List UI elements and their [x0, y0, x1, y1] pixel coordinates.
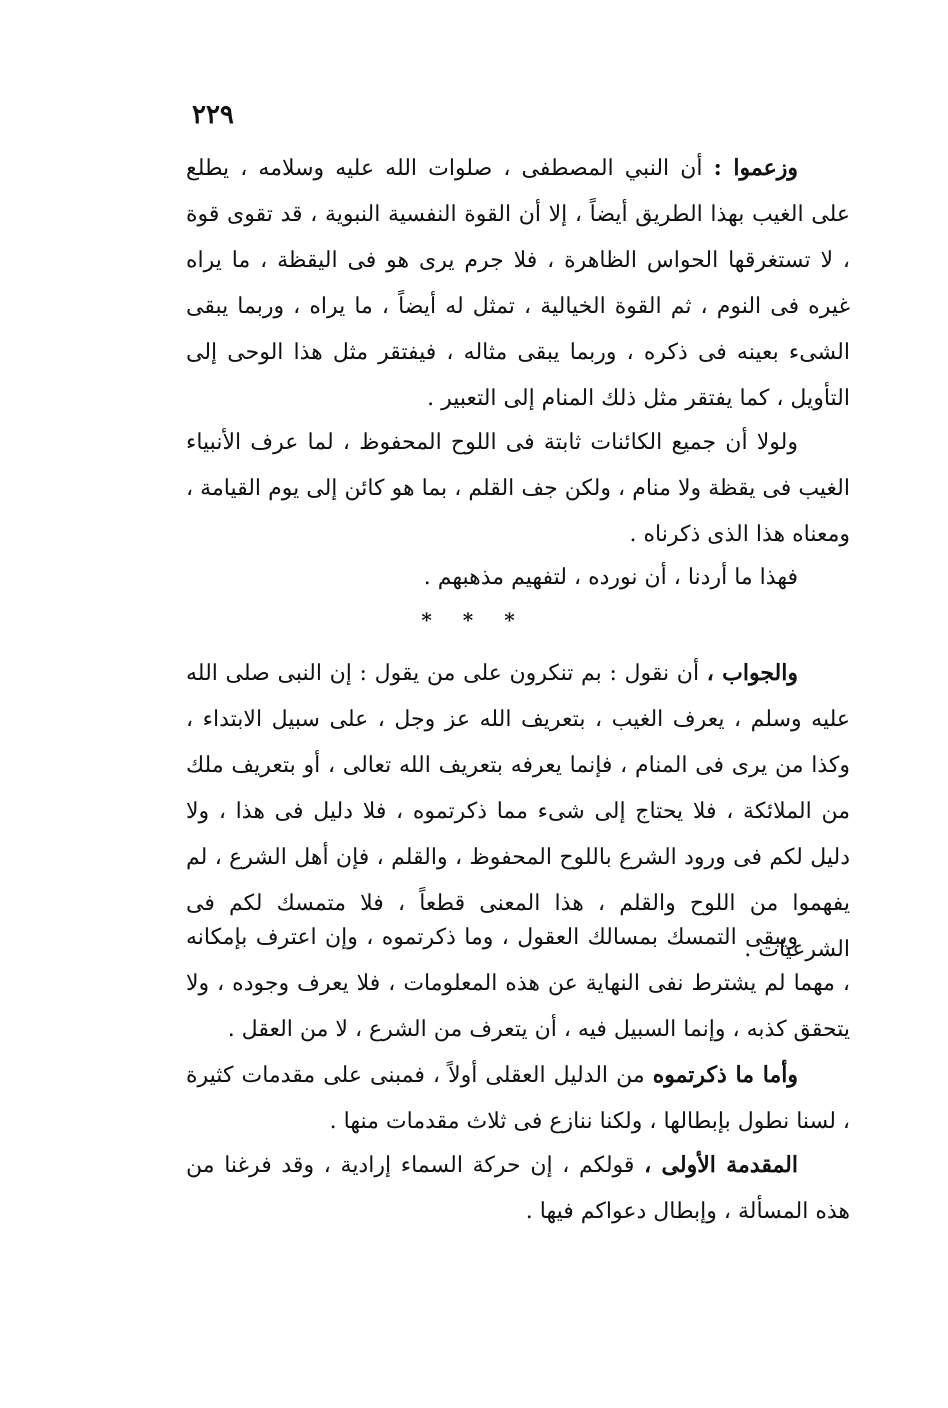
paragraph-lead: وأما ما ذكرتموه: [652, 1062, 798, 1088]
paragraph-text: أن النبي المصطفى ، صلوات الله عليه وسلامه ، يطلع على الغيب بهذا الطريق أيضاً ، إلا أن القوة النفسية النبوية ، قد تقوى قوة ، لا تستغرقها الحواس الظاهرة ، فلا جرم يرى هو فى اليقظة ، ما يراه غيره فى النوم ، ثم القوة الخيالية ، تمثل له أيضاً ، ما يراه ، وربما يبقى الشىء بعينه فى ذكره ، وربما يبقى مثاله ، فيفتقر مثل هذا الوحى إلى التأويل ، كما يفتقر مثل ذلك المنام إلى التعبير .: [186, 156, 850, 411]
paragraph-text: قولكم ، إن حركة السماء إرادية ، وقد فرغنا من هذه المسألة ، وإبطال دعواكم فيها .: [186, 1153, 850, 1224]
paragraph-5: [186, 915, 850, 1053]
page-number: ٢٢٩: [192, 100, 234, 130]
paragraph-lead: وزعموا :: [713, 155, 798, 181]
paragraph-text: ولولا أن جميع الكائنات ثابتة فى اللوح المحفوظ ، لما عرف الأنبياء الغيب فى يقظة ولا منام ، ولكن جف القلم ، بما هو كائن إلى يوم القيامة ، ومعناه هذا الذى ذكرناه .: [186, 430, 850, 547]
paragraph-text: من الدليل العقلى أولاً ، فمبنى على مقدمات كثيرة ، لسنا نطول بإبطالها ، ولكنا ننازع فى ثلاث مقدمات منها .: [186, 1063, 850, 1134]
paragraph-1: [186, 145, 850, 422]
section-separator: * * *: [421, 608, 527, 632]
paragraph-lead: المقدمة الأولى ،: [644, 1152, 798, 1178]
paragraph-2: [186, 420, 850, 558]
paragraph-text: أن نقول : بم تنكرون على من يقول : إن النبى صلى الله عليه وسلم ، يعرف الغيب ، بتعريف الله عز وجل ، على سبيل الابتداء ، وكذا من يرى فى المنام ، فإنما يعرفه بتعريف الله تعالى ، أو بتعريف ملك من الملائكة ، فلا يحتاج إلى شىء مما ذكرتموه ، فلا دليل فى هذا ، ولا دليل لكم فى ورود الشرع باللوح المحفوظ ، والقلم ، فإن أهل الشرع ، لم يفهموا من اللوح والقلم ، هذا المعنى قطعاً ، فلا متمسك لكم فى الشرعيات .: [186, 661, 850, 962]
paragraph-3: [186, 555, 850, 601]
paragraph-lead: والجواب ،: [706, 660, 798, 686]
paragraph-text: ويبقى التمسك بمسالك العقول ، وما ذكرتموه ، وإن اعترف بإمكانه ، مهما لم يشترط نفى النهاية عن هذه المعلومات ، فلا يعرف وجوده ، ولا يتحقق كذبه ، وإنما السبيل فيه ، أن يتعرف من الشرع ، لا من العقل .: [186, 925, 850, 1042]
paragraph-6: [186, 1052, 850, 1145]
paragraph-7: [186, 1142, 850, 1235]
paragraph-text: فهذا ما أردنا ، أن نورده ، لتفهيم مذهبهم .: [423, 565, 798, 590]
